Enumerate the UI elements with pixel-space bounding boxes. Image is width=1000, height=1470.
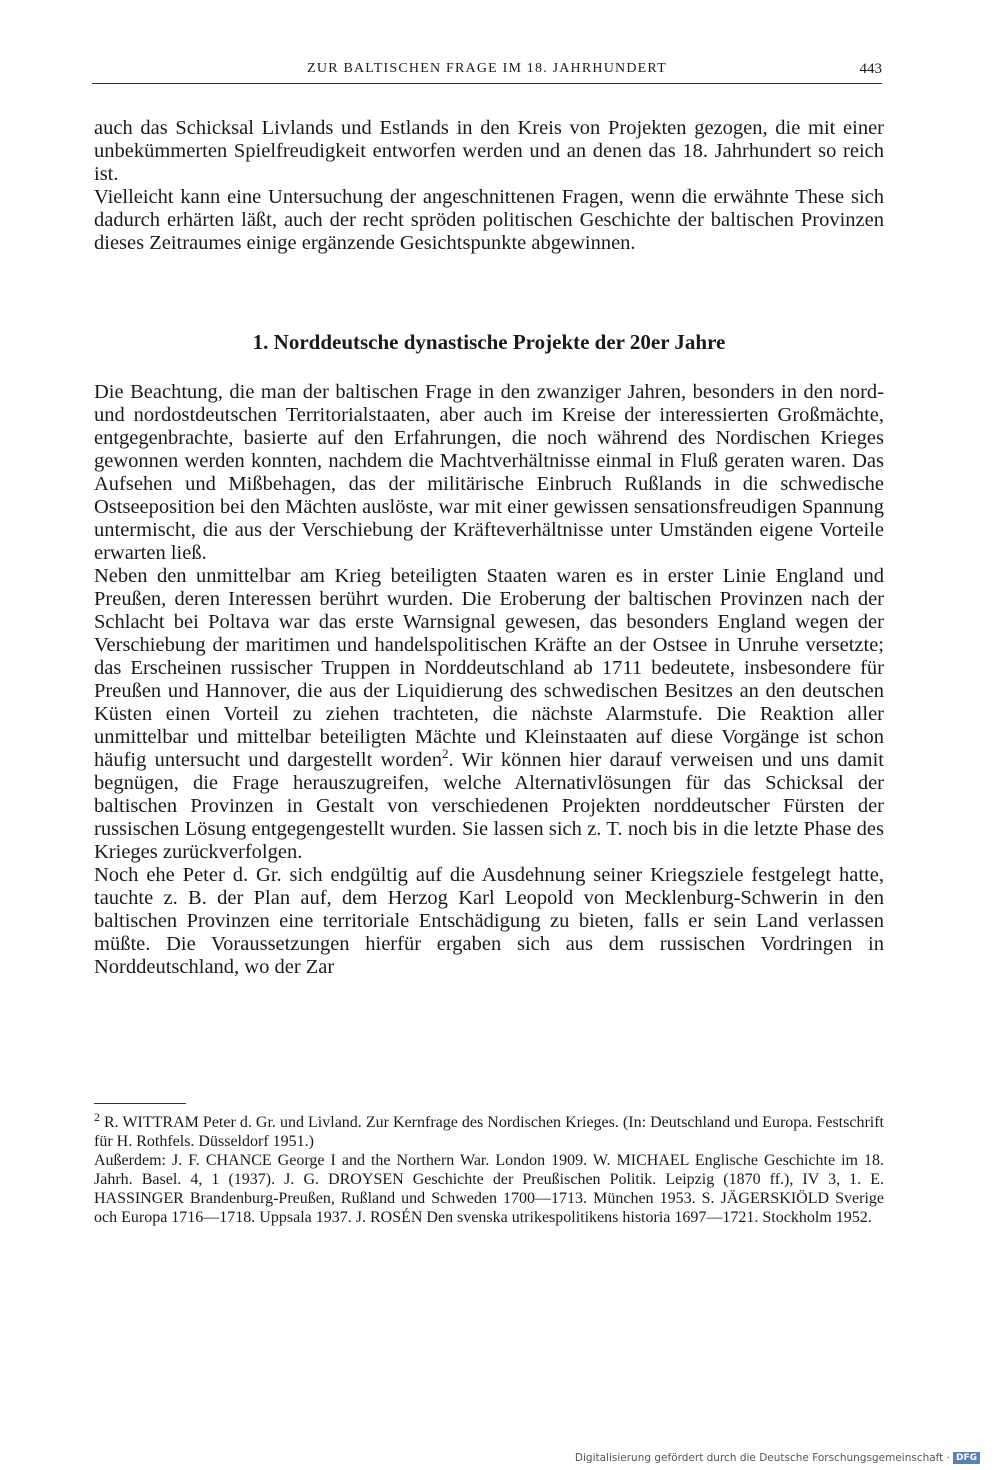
intro-paragraph-2: Vielleicht kann eine Untersuchung der angeschnittenen Fragen, wenn die erwähnte These sich dadurch erhärten läßt, auch der recht spröden politischen Geschichte der baltischen Provinzen dieses Zeitraumes einige ergänzende Gesichtspunkte abgewinnen. — [94, 186, 884, 254]
footnote-reference: 2 — [442, 746, 449, 762]
running-header — [92, 61, 882, 83]
page-number: 443 — [859, 61, 882, 77]
section-paragraph-2 — [94, 565, 884, 864]
paragraph-2-text-a: Neben den unmittelbar am Krieg beteiligten Staaten waren es in erster Linie England und Preußen, deren Interessen berührt wurden. Die Eroberung der baltischen Provinzen nach der Schlacht bei Poltava war das erste Warnsignal gewesen, das besonders England wegen der Verschiebung der maritimen und handelspolitischen Kräfte an der Ostsee in Unruhe versetzte; das Erscheinen russischer Truppen in Norddeutschland ab 1711 bedeutete, insbesondere für Preußen und Hannover, die aus der Liquidierung des schwedischen Besitzes an den deutschen Küsten einen Vorteil zu ziehen trachteten, die nächste Alarmstufe. Die Reaktion aller unmittelbar und mittelbar beteiligten Mächte und Kleinstaaten auf diese Vorgänge ist schon häufig untersucht und dargestellt worden — [94, 565, 884, 771]
section-paragraph-3: Noch ehe Peter d. Gr. sich endgültig auf die Ausdehnung seiner Kriegsziele festgelegt hatte, tauchte z. B. der Plan auf, dem Herzog Karl Leopold von Mecklenburg-Schwerin in den baltischen Provinzen eine territoriale Entschädigung zu bieten, falls er sein Land verlassen müßte. Die Voraussetzungen hierfür ergaben sich aus dem russischen Vordringen in Norddeutschland, wo der Zar — [94, 864, 884, 978]
intro-text — [94, 117, 884, 255]
footnote-line-1 — [94, 1109, 884, 1151]
intro-paragraph-1: auch das Schicksal Livlands und Estlands in den Kreis von Projekten gezogen, die mit einer unbekümmerten Spielfreudigkeit entworfen werden und an denen das 18. Jahrhundert so reich ist. — [94, 117, 884, 185]
footnote-text-1: R. WITTRAM Peter d. Gr. und Livland. Zur Kernfrage des Nordischen Krieges. (In: Deutschland und Europa. Festschrift für H. Rothfels. Düsseldorf 1951.) — [94, 1114, 884, 1150]
footnote-rule — [94, 1103, 186, 1104]
digitization-footer — [575, 1452, 980, 1464]
footnote-marker: 2 — [94, 1109, 100, 1124]
paragraph-2-text-b: . Wir können hier darauf verweisen und uns damit begnügen, die Frage herauszugreifen, welche Alternativlösungen für das Schicksal der baltischen Provinzen in Gestalt von verschiedenen Projekten norddeutscher Fürsten der russischen Lösung entgegengestellt wurden. Sie lassen sich z. T. noch bis in die letzte Phase des Krieges zurückverfolgen. — [94, 749, 884, 863]
section-heading: 1. Norddeutsche dynastische Projekte der 20er Jahre — [252, 330, 726, 354]
footer-text: Digitalisierung gefördert durch die Deutsche Forschungsgemeinschaft · — [574, 1452, 950, 1464]
footnote-block — [94, 1109, 884, 1227]
section-paragraph-1: Die Beachtung, die man der baltischen Frage in den zwanziger Jahren, besonders in den nord- und nordostdeutschen Territorialstaaten, aber auch im Kreise der interessierten Großmächte, entgegenbrachte, basierte auf den Erfahrungen, die noch während des Nordischen Krieges gewonnen werden konnten, nachdem die Machtverhältnisse einmal in Fluß geraten waren. Das Aufsehen und Mißbehagen, das der militärische Einbruch Rußlands in die schwedische Ostseeposition bei den Mächten auslöste, war mit einer gewissen sensationsfreudigen Spannung untermischt, die aus der Verschiebung der Kräfteverhältnisse unter Umständen eigene Vorteile erwarten ließ. — [94, 381, 884, 564]
header-rule — [92, 83, 882, 84]
section-text — [94, 381, 884, 979]
dfg-logo: DFG — [953, 1452, 980, 1464]
running-header-title: ZUR BALTISCHEN FRAGE IM 18. JAHRHUNDERT — [307, 61, 667, 76]
footnote-line-2: Außerdem: J. F. CHANCE George I and the Northern War. London 1909. W. MICHAEL Englische Geschichte im 18. Jahrh. Basel. 4, 1 (1937). J. G. DROYSEN Geschichte der Preußischen Politik. Leipzig (1870 ff.), IV 3, 1. E. HASSINGER Brandenburg-Preußen, Rußland und Schweden 1700—1713. München 1953. S. JÄGERSKIÖLD Sverige och Europa 1716—1718. Uppsala 1937. J. ROSÉN Den svenska utrikespolitikens historia 1697—1721. Stockholm 1952. — [94, 1152, 884, 1226]
